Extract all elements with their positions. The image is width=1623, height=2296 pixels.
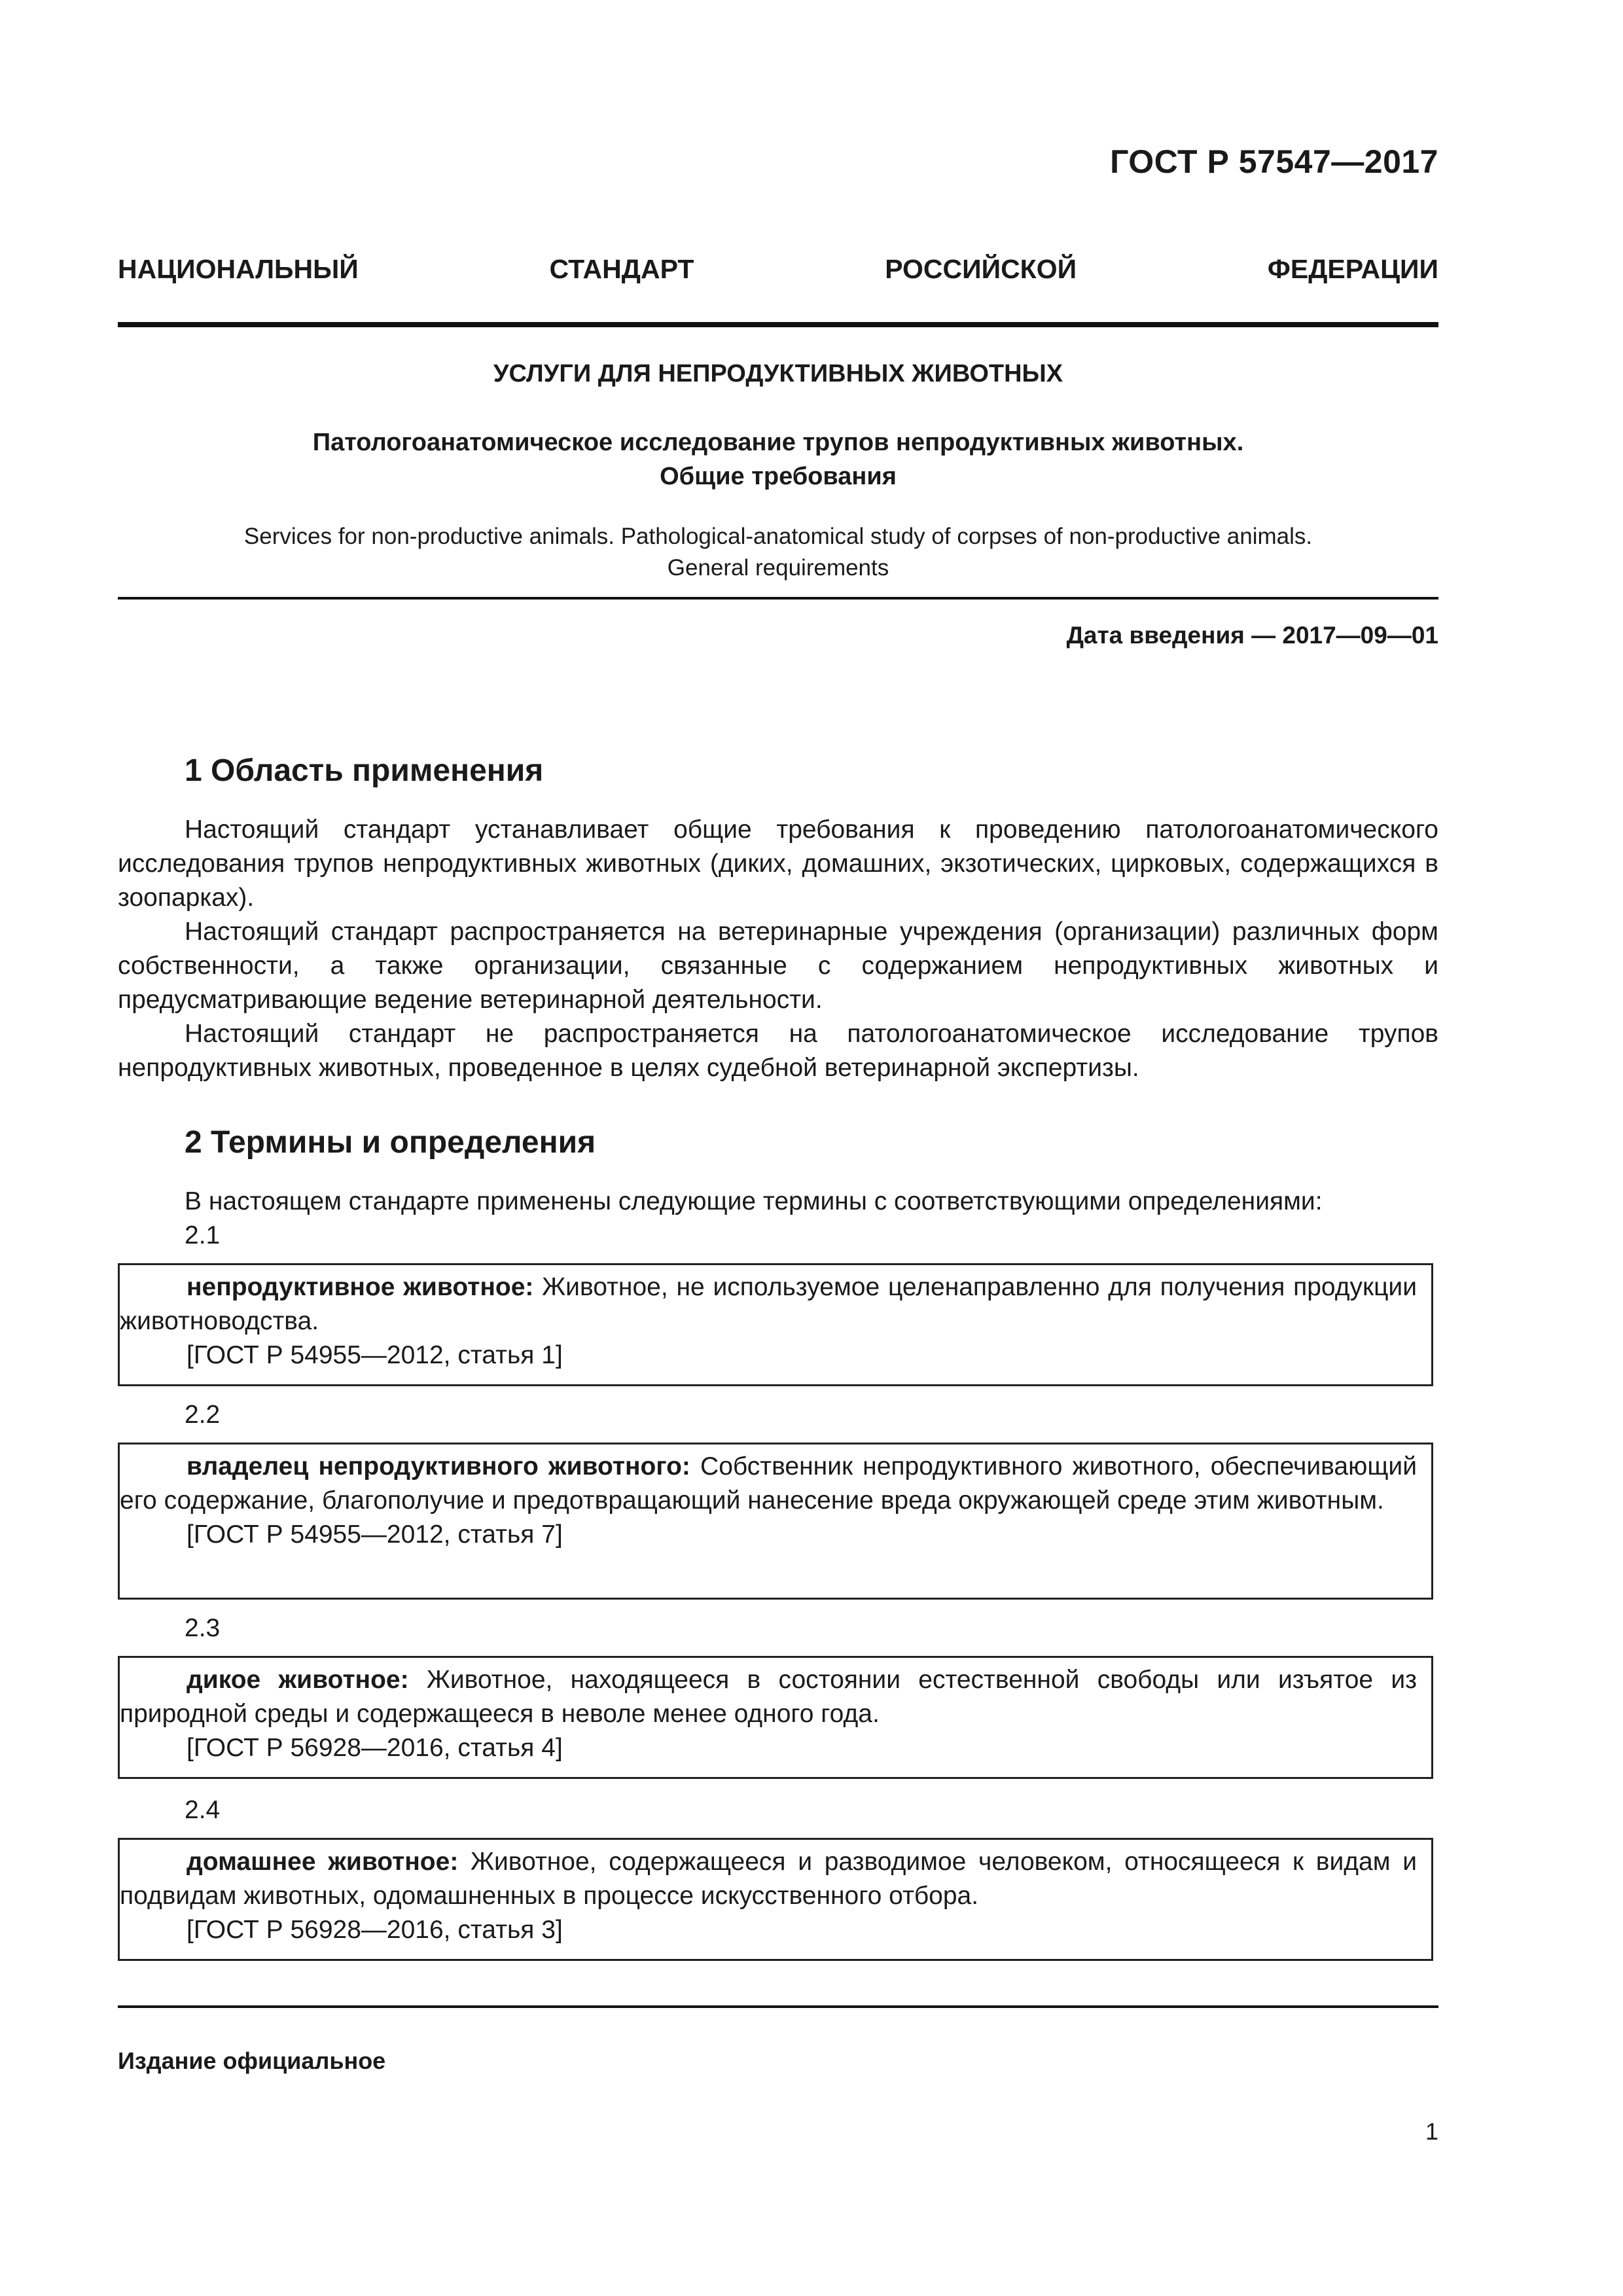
main-title: УСЛУГИ ДЛЯ НЕПРОДУКТИВНЫХ ЖИВОТНЫХ bbox=[493, 360, 1063, 387]
term-definition-box bbox=[118, 1443, 1433, 1600]
section-2-heading: 2 Термины и определения bbox=[185, 1125, 596, 1160]
page-number: 1 bbox=[1425, 2118, 1438, 2145]
term-number: 2.2 bbox=[185, 1401, 221, 1429]
term-source: [ГОСТ Р 54955—2012, статья 1] bbox=[187, 1341, 563, 1369]
term-definition bbox=[120, 1450, 1417, 1518]
footer-rule bbox=[118, 2005, 1438, 2008]
subtitle-line-1: Патологоанатомическое исследование трупов непродуктивных животных. bbox=[312, 429, 1244, 456]
term-name: домашнее животное: bbox=[187, 1848, 459, 1876]
header-rule bbox=[118, 322, 1438, 327]
english-title-line-1: Services for non-productive animals. Pathological-anatomical study of corpses of non-productive animals. bbox=[243, 524, 1313, 549]
english-title-line-2: General requirements bbox=[667, 555, 889, 581]
national-standard-banner: НАЦИОНАЛЬНЫЙ СТАНДАРТ РОССИЙСКОЙ ФЕДЕРАЦИИ bbox=[118, 254, 1438, 284]
term-definition-box bbox=[118, 1838, 1433, 1961]
term-name: непродуктивное животное: bbox=[187, 1273, 534, 1301]
edition-label: Издание официальное bbox=[118, 2047, 386, 2074]
section-1-heading: 1 Область применения bbox=[185, 753, 544, 788]
term-definition-box bbox=[118, 1263, 1433, 1386]
term-name: владелец непродуктивного животного: bbox=[187, 1452, 690, 1480]
term-text: Животное, не используемое целенаправленно для получения продукции животноводства. bbox=[120, 1273, 1417, 1335]
term-text: Животное, содержащееся и разводимое человеком, относящееся к видам и подвидам животных, одомашненных в процессе искусственного отбора. bbox=[120, 1848, 1417, 1910]
term-source: [ГОСТ Р 56928—2016, статья 4] bbox=[187, 1734, 563, 1762]
term-number: 2.4 bbox=[185, 1796, 221, 1824]
term-source: [ГОСТ Р 56928—2016, статья 3] bbox=[187, 1916, 563, 1944]
term-definition bbox=[120, 1663, 1417, 1731]
section-2-intro: В настоящем стандарте применены следующие термины с соответствующими определениями: bbox=[185, 1187, 1323, 1215]
term-number: 2.1 bbox=[185, 1221, 221, 1249]
title-rule bbox=[118, 597, 1438, 600]
english-title bbox=[118, 521, 1438, 584]
subtitle-line-2: Общие требования bbox=[660, 463, 897, 490]
term-number: 2.3 bbox=[185, 1614, 221, 1642]
term-source: [ГОСТ Р 54955—2012, статья 7] bbox=[187, 1520, 563, 1549]
term-text: Животное, находящееся в состоянии естественной свободы или изъятое из природной среды и содержащееся в неволе менее одного года. bbox=[120, 1666, 1417, 1728]
section-1-paragraph: Настоящий стандарт устанавливает общие требования к проведению патологоанатомического исследования трупов непродуктивных животных (диких, домашних, экзотических, цирковых, содержащихся в зоопарках). bbox=[118, 816, 1438, 912]
introduction-date: Дата введения — 2017—09—01 bbox=[1066, 622, 1438, 649]
term-definition-box bbox=[118, 1656, 1433, 1779]
section-1-paragraph: Настоящий стандарт не распространяется на патологоанатомическое исследование трупов непродуктивных животных, проведенное в целях судебной ветеринарной экспертизы. bbox=[118, 1020, 1438, 1082]
subtitle bbox=[118, 425, 1438, 493]
term-definition bbox=[120, 1845, 1417, 1913]
section-1-paragraph: Настоящий стандарт распространяется на ветеринарные учреждения (организации) различных форм собственности, а также организации, связанные с содержанием непродуктивных животных и предусматривающие ведение ветеринарной деятельности. bbox=[118, 918, 1438, 1014]
term-definition bbox=[120, 1270, 1417, 1338]
document-page bbox=[118, 0, 1438, 2296]
standard-number: ГОСТ Р 57547—2017 bbox=[1110, 143, 1438, 180]
term-name: дикое животное: bbox=[187, 1666, 409, 1694]
term-text: Собственник непродуктивного животного, обеспечивающий его содержание, благополучие и предотвращающий нанесение вреда окружающей среде этим животным. bbox=[120, 1452, 1417, 1515]
